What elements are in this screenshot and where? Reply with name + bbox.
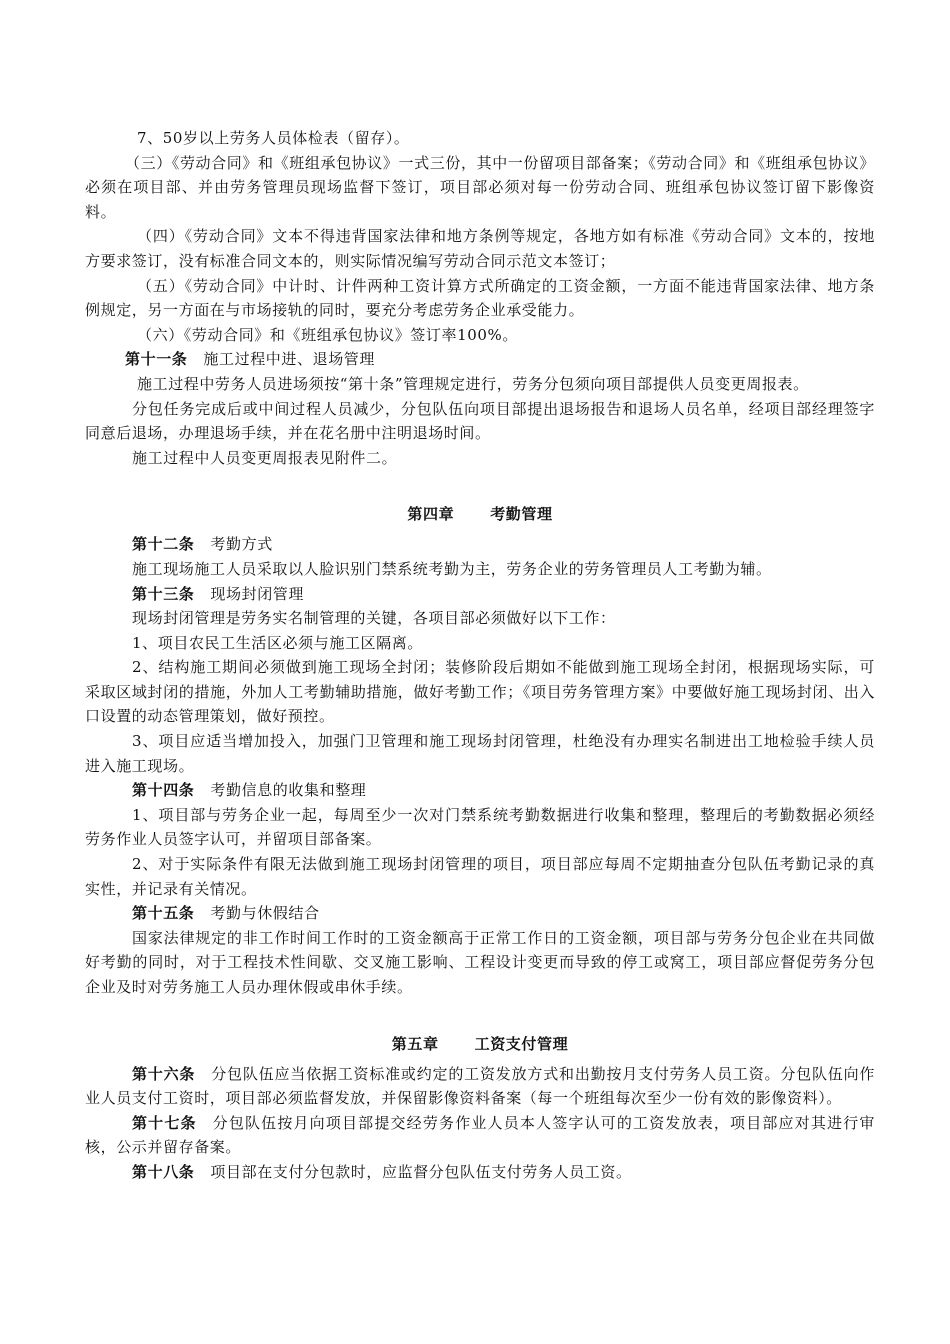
article-title: 考勤信息的收集和整理 bbox=[210, 781, 367, 800]
article-title: 现场封闭管理 bbox=[210, 584, 305, 603]
chapter-heading bbox=[85, 502, 875, 526]
document-body bbox=[85, 126, 875, 1185]
article-label: 第十一条 bbox=[125, 350, 188, 369]
article-paragraph bbox=[85, 1160, 875, 1185]
article-heading bbox=[85, 778, 875, 803]
chapter-number: 第四章 bbox=[407, 505, 455, 524]
article-paragraph bbox=[85, 1111, 875, 1160]
paragraph: 7、50岁以上劳务人员体检表（留存）。 bbox=[137, 129, 410, 147]
paragraph: 施工现场施工人员采取以人脸识别门禁系统考勤为主，劳务企业的劳务管理员人工考勤为辅。 bbox=[132, 559, 772, 578]
article-label: 第十三条 bbox=[132, 584, 195, 603]
article-text: 分包队伍按月向项目部提交经劳务作业人员本人签字认可的工资发放表，项目部应对其进行审核，公示并留存备案。 bbox=[85, 1113, 875, 1157]
chapter-title: 考勤管理 bbox=[490, 505, 553, 524]
article-text: 分包队伍应当依据工资标准或约定的工资发放方式和出勤按月支付劳务人员工资。分包队伍向作业人员支付工资时，项目部必须监督发放，并保留影像资料备案（每一个班组每次至少一份有效的影像资料）。 bbox=[85, 1064, 875, 1108]
article-text: 项目部在支付分包款时，应监督分包队伍支付劳务人员工资。 bbox=[210, 1162, 632, 1181]
article-label: 第十五条 bbox=[132, 904, 195, 923]
article-label: 第十六条 bbox=[132, 1064, 196, 1083]
paragraph: 国家法律规定的非工作时间工作时的工资金额高于正常工作日的工资金额，项目部与劳务分包企业在共同做好考勤的同时，对于工程技术性间歇、交叉施工影响、工程设计变更而导致的停工或窝工，项目部应督促劳务分包企业及时对劳务施工人员办理休假或串休手续。 bbox=[85, 928, 875, 996]
chapter-heading bbox=[85, 1032, 875, 1056]
paragraph: （五）《劳动合同》中计时、计件两种工资计算方式所确定的工资金额，一方面不能违背国家法律、地方条例规定，另一方面在与市场接轨的同时，要充分考虑劳务企业承受能力。 bbox=[85, 276, 875, 320]
article-heading bbox=[85, 347, 875, 372]
chapter-title: 工资支付管理 bbox=[474, 1034, 569, 1053]
chapter-number: 第五章 bbox=[391, 1034, 439, 1053]
paragraph: 2、结构施工期间必须做到施工现场全封闭；装修阶段后期如不能做到施工现场全封闭，根据现场实际，可采取区域封闭的措施，外加人工考勤辅助措施，做好考勤工作；《项目劳务管理方案》中要做好施工现场封闭、出入口设置的动态管理策划，做好预控。 bbox=[85, 658, 875, 726]
article-heading bbox=[85, 582, 875, 607]
paragraph: 现场封闭管理是劳务实名制管理的关键，各项目部必须做好以下工作： bbox=[132, 609, 616, 628]
paragraph: 3、项目应适当增加投入，加强门卫管理和施工现场封闭管理，杜绝没有办理实名制进出工地检验手续人员进入施工现场。 bbox=[85, 732, 875, 775]
article-heading bbox=[85, 901, 875, 926]
article-label: 第十二条 bbox=[132, 535, 195, 554]
paragraph: （三）《劳动合同》和《班组承包协议》一式三份，其中一份留项目部备案；《劳动合同》和《班组承包协议》必须在项目部、并由劳务管理员现场监督下签订，项目部必须对每一份劳动合同、班组承包协议签订留下影像资料。 bbox=[85, 153, 875, 221]
paragraph: 施工过程中劳务人员进场须按“第十条”管理规定进行，劳务分包须向项目部提供人员变更周报表。 bbox=[137, 374, 809, 393]
paragraph: 1、项目部与劳务企业一起，每周至少一次对门禁系统考勤数据进行收集和整理，整理后的考勤数据必须经劳务作业人员签字认可，并留项目部备案。 bbox=[85, 805, 875, 849]
article-paragraph bbox=[85, 1062, 875, 1111]
paragraph: 施工过程中人员变更周报表见附件二。 bbox=[132, 448, 398, 467]
paragraph: 分包任务完成后或中间过程人员减少，分包队伍向项目部提出退场报告和退场人员名单，经项目部经理签字同意后退场，办理退场手续，并在花名册中注明退场时间。 bbox=[85, 399, 875, 443]
paragraph: （四）《劳动合同》文本不得违背国家法律和地方条例等规定，各地方如有标准《劳动合同》文本的，按地方要求签订，没有标准合同文本的，则实际情况编写劳动合同示范文本签订； bbox=[85, 227, 875, 270]
article-title: 施工过程中进、退场管理 bbox=[203, 350, 376, 369]
paragraph: 2、对于实际条件有限无法做到施工现场封闭管理的项目，项目部应每周不定期抽查分包队伍考勤记录的真实性，并记录有关情况。 bbox=[85, 855, 875, 898]
article-label: 第十四条 bbox=[132, 781, 195, 800]
paragraph: 1、项目农民工生活区必须与施工区隔离。 bbox=[132, 633, 423, 652]
article-title: 考勤方式 bbox=[210, 535, 273, 554]
article-label: 第十七条 bbox=[132, 1113, 197, 1132]
paragraph: （六）《劳动合同》和《班组承包协议》签订率100%。 bbox=[137, 325, 518, 344]
article-heading bbox=[85, 532, 875, 557]
article-title: 考勤与休假结合 bbox=[210, 904, 320, 923]
article-label: 第十八条 bbox=[132, 1162, 195, 1181]
